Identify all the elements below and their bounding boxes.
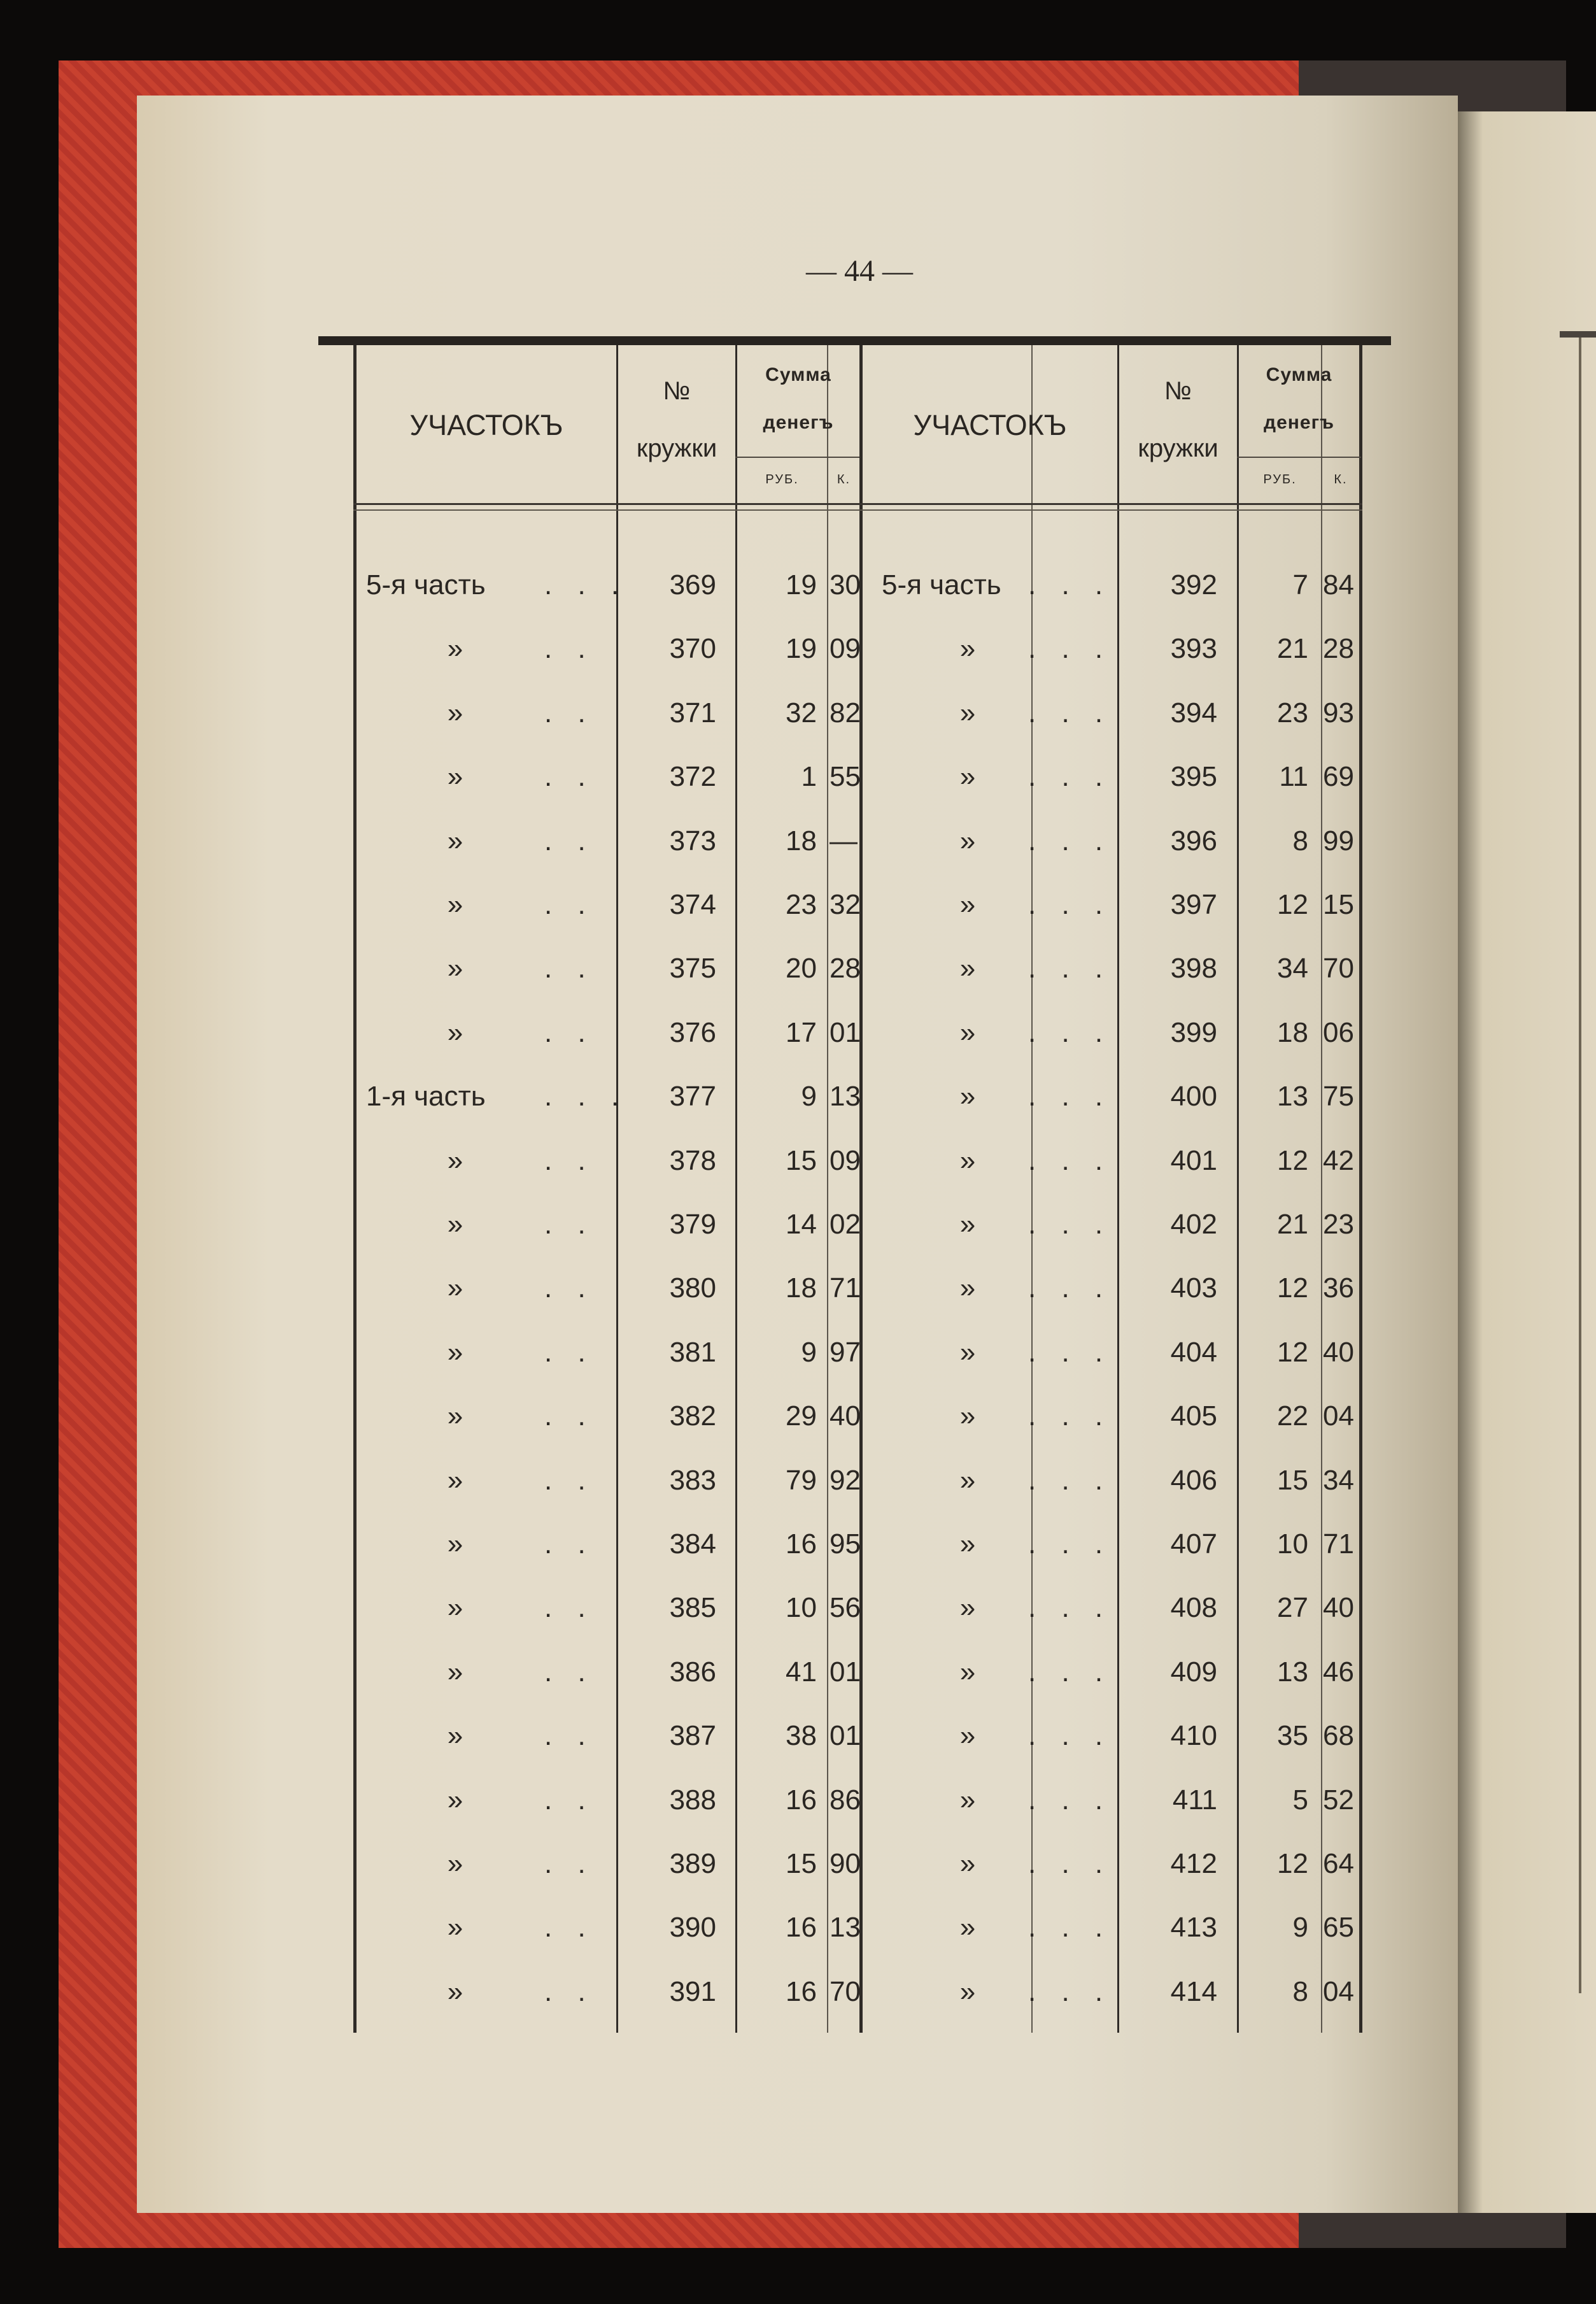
box-number: 399 (1170, 1017, 1217, 1048)
leader-dots: . . (544, 697, 595, 729)
ditto-mark: » (959, 761, 976, 792)
box-number: 405 (1170, 1400, 1217, 1432)
amount-kopecks: 64 (1323, 1848, 1354, 1879)
leader-dots: . . . (1028, 761, 1112, 792)
amount-rubles: 12 (1277, 1848, 1308, 1879)
amount-rubles: 17 (786, 1017, 817, 1048)
box-number: 371 (669, 697, 716, 729)
ditto-mark: » (959, 1145, 976, 1176)
box-number: 391 (669, 1976, 716, 2007)
box-number: 382 (669, 1400, 716, 1432)
header-sum-line1-right: Сумма (1266, 364, 1332, 385)
amount-rubles: 10 (786, 1592, 817, 1623)
amount-kopecks: 01 (830, 1017, 861, 1048)
sum-subheader-rule (735, 457, 859, 458)
box-number: 414 (1170, 1976, 1217, 2007)
amount-rubles: 9 (801, 1337, 817, 1368)
amount-kopecks: 69 (1323, 761, 1354, 792)
box-number: 408 (1170, 1592, 1217, 1623)
amount-rubles: 79 (786, 1465, 817, 1496)
box-number: 373 (669, 825, 716, 857)
header-sum-line2-right: денегъ (1264, 412, 1334, 433)
box-number: 400 (1170, 1081, 1217, 1112)
box-number: 409 (1170, 1656, 1217, 1688)
table-right-border (1359, 345, 1362, 2033)
leader-dots: . . . (1028, 1656, 1112, 1688)
amount-rubles: 5 (1292, 1784, 1308, 1816)
ditto-mark: » (959, 953, 976, 984)
amount-kopecks: 93 (1323, 697, 1354, 729)
leader-dots: . . . (544, 1081, 628, 1112)
ditto-mark: » (447, 1337, 463, 1368)
box-number: 372 (669, 761, 716, 792)
amount-kopecks: 65 (1323, 1912, 1354, 1943)
amount-rubles: 32 (786, 697, 817, 729)
amount-rubles: 18 (786, 825, 817, 857)
amount-kopecks: 09 (830, 1145, 861, 1176)
col-divider (827, 345, 828, 2033)
amount-rubles: 18 (1277, 1017, 1308, 1048)
district-name: 5-я часть (366, 569, 486, 601)
amount-kopecks: 71 (1323, 1528, 1354, 1560)
leader-dots: . . (544, 1912, 595, 1943)
box-number: 406 (1170, 1465, 1217, 1496)
box-number: 410 (1170, 1720, 1217, 1751)
leader-dots: . . . (1028, 1400, 1112, 1432)
amount-kopecks: 40 (1323, 1337, 1354, 1368)
leader-dots: . . (544, 1976, 595, 2007)
ditto-mark: » (959, 1720, 976, 1751)
box-number: 387 (669, 1720, 716, 1751)
amount-kopecks: 13 (830, 1912, 861, 1943)
amount-kopecks: 71 (830, 1272, 861, 1304)
amount-rubles: 12 (1277, 1337, 1308, 1368)
leader-dots: . . (544, 1337, 595, 1368)
leader-dots: . . . (1028, 1720, 1112, 1751)
ditto-mark: » (447, 1720, 463, 1751)
box-number: 390 (669, 1912, 716, 1943)
amount-rubles: 21 (1277, 1209, 1308, 1240)
col-divider (1321, 345, 1322, 2033)
leader-dots: . . (544, 761, 595, 792)
ditto-mark: » (959, 1209, 976, 1240)
amount-rubles: 22 (1277, 1400, 1308, 1432)
leader-dots: . . (544, 1528, 595, 1560)
amount-kopecks: 06 (1323, 1017, 1354, 1048)
amount-kopecks: 02 (830, 1209, 861, 1240)
ditto-mark: » (959, 825, 976, 857)
amount-rubles: 13 (1277, 1656, 1308, 1688)
amount-rubles: 1 (801, 761, 817, 792)
leader-dots: . . (544, 889, 595, 920)
ditto-mark: » (447, 1400, 463, 1432)
leader-dots: . . (544, 1145, 595, 1176)
box-number: 404 (1170, 1337, 1217, 1368)
amount-rubles: 16 (786, 1528, 817, 1560)
amount-kopecks: 01 (830, 1656, 861, 1688)
ditto-mark: » (447, 1465, 463, 1496)
leader-dots: . . . (1028, 1081, 1112, 1112)
amount-rubles: 15 (1277, 1465, 1308, 1496)
box-number: 396 (1170, 825, 1217, 857)
amount-rubles: 16 (786, 1912, 817, 1943)
amount-rubles: 10 (1277, 1528, 1308, 1560)
ditto-mark: » (959, 1848, 976, 1879)
leader-dots: . . . (1028, 697, 1112, 729)
amount-kopecks: 75 (1323, 1081, 1354, 1112)
ditto-mark: » (447, 953, 463, 984)
header-box-word-left: кружки (636, 434, 717, 462)
box-number: 413 (1170, 1912, 1217, 1943)
amount-kopecks: 09 (830, 633, 861, 664)
amount-kopecks: 82 (830, 697, 861, 729)
leader-dots: . . . (1028, 953, 1112, 984)
box-number: 375 (669, 953, 716, 984)
leader-dots: . . . (1028, 1272, 1112, 1304)
ditto-mark: » (447, 761, 463, 792)
amount-rubles: 19 (786, 569, 817, 601)
ditto-mark: » (959, 697, 976, 729)
ditto-mark: » (447, 889, 463, 920)
amount-kopecks: 01 (830, 1720, 861, 1751)
amount-kopecks: 68 (1323, 1720, 1354, 1751)
amount-kopecks: 70 (830, 1976, 861, 2007)
amount-rubles: 12 (1277, 889, 1308, 920)
leader-dots: . . . (1028, 889, 1112, 920)
sum-subheader-rule (1237, 457, 1361, 458)
amount-kopecks: 30 (830, 569, 861, 601)
box-number: 384 (669, 1528, 716, 1560)
leader-dots: . . (544, 1017, 595, 1048)
amount-kopecks: 40 (1323, 1592, 1354, 1623)
header-box-sign-left: № (663, 377, 691, 405)
header-bottom-rule-2 (353, 509, 1362, 511)
header-sum-line1-left: Сумма (765, 364, 831, 385)
box-number: 370 (669, 633, 716, 664)
leader-dots: . . . (1028, 1209, 1112, 1240)
amount-rubles: 19 (786, 633, 817, 664)
amount-kopecks: 36 (1323, 1272, 1354, 1304)
leader-dots: . . . (1028, 633, 1112, 664)
box-number: 402 (1170, 1209, 1217, 1240)
amount-kopecks: 84 (1323, 569, 1354, 601)
ditto-mark: » (959, 1272, 976, 1304)
page-number: — 44 — (806, 254, 913, 288)
box-number: 377 (669, 1081, 716, 1112)
amount-rubles: 7 (1292, 569, 1308, 601)
leader-dots: . . (544, 1784, 595, 1816)
amount-kopecks: 28 (830, 953, 861, 984)
box-number: 411 (1172, 1784, 1217, 1816)
ditto-mark: » (447, 633, 463, 664)
ditto-mark: » (959, 1337, 976, 1368)
ditto-mark: » (959, 1017, 976, 1048)
ditto-mark: » (447, 697, 463, 729)
district-name: 5-я часть (882, 569, 1001, 601)
facing-page-edge (1458, 111, 1596, 2213)
ditto-mark: » (959, 1592, 976, 1623)
amount-rubles: 23 (786, 889, 817, 920)
leader-dots: . . (544, 1592, 595, 1623)
amount-kopecks: 70 (1323, 953, 1354, 984)
amount-rubles: 9 (801, 1081, 817, 1112)
ditto-mark: » (959, 1976, 976, 2007)
box-number: 388 (669, 1784, 716, 1816)
box-number: 412 (1170, 1848, 1217, 1879)
header-district-left: УЧАСТОКЪ (409, 409, 563, 441)
leader-dots: . . . (544, 569, 628, 601)
ditto-mark: » (959, 633, 976, 664)
amount-kopecks: 15 (1323, 889, 1354, 920)
box-number: 389 (669, 1848, 716, 1879)
header-rub-left: РУБ. (765, 473, 799, 487)
box-number: 379 (669, 1209, 716, 1240)
amount-rubles: 27 (1277, 1592, 1308, 1623)
header-bottom-rule (353, 503, 1362, 505)
box-number: 403 (1170, 1272, 1217, 1304)
amount-kopecks: 99 (1323, 825, 1354, 857)
leader-dots: . . (544, 1465, 595, 1496)
amount-rubles: 14 (786, 1209, 817, 1240)
leader-dots: . . (544, 633, 595, 664)
leader-dots: . . (544, 1720, 595, 1751)
amount-kopecks: 04 (1323, 1976, 1354, 2007)
box-number: 385 (669, 1592, 716, 1623)
box-number: 378 (669, 1145, 716, 1176)
header-kop-right: К. (1334, 473, 1348, 487)
box-number: 394 (1170, 697, 1217, 729)
amount-kopecks: 92 (830, 1465, 861, 1496)
facing-page-vline (1579, 338, 1581, 1993)
box-number: 374 (669, 889, 716, 920)
amount-rubles: 11 (1279, 761, 1308, 792)
amount-kopecks: 55 (830, 761, 861, 792)
leader-dots: . . (544, 1209, 595, 1240)
box-number: 397 (1170, 889, 1217, 920)
header-rub-right: РУБ. (1263, 473, 1297, 487)
leader-dots: . . . (1028, 1145, 1112, 1176)
ditto-mark: » (447, 1272, 463, 1304)
amount-rubles: 12 (1277, 1272, 1308, 1304)
amount-kopecks: 23 (1323, 1209, 1354, 1240)
leader-dots: . . (544, 825, 595, 857)
amount-rubles: 8 (1292, 825, 1308, 857)
ditto-mark: » (447, 1017, 463, 1048)
leader-dots: . . . (1028, 1912, 1112, 1943)
ditto-mark: » (447, 1145, 463, 1176)
amount-rubles: 21 (1277, 633, 1308, 664)
amount-kopecks: 42 (1323, 1145, 1354, 1176)
amount-rubles: 35 (1277, 1720, 1308, 1751)
leader-dots: . . . (1028, 1017, 1112, 1048)
box-number: 380 (669, 1272, 716, 1304)
collection-box-table (353, 345, 1362, 2033)
box-number: 383 (669, 1465, 716, 1496)
ditto-mark: » (447, 1592, 463, 1623)
leader-dots: . . . (1028, 1976, 1112, 2007)
amount-kopecks: — (830, 825, 858, 857)
leader-dots: . . . (1028, 1528, 1112, 1560)
leader-dots: . . . (1028, 1465, 1112, 1496)
amount-kopecks: 86 (830, 1784, 861, 1816)
amount-kopecks: 34 (1323, 1465, 1354, 1496)
leader-dots: . . (544, 1656, 595, 1688)
ditto-mark: » (959, 889, 976, 920)
amount-kopecks: 97 (830, 1337, 861, 1368)
ditto-mark: » (447, 1528, 463, 1560)
amount-rubles: 15 (786, 1848, 817, 1879)
ditto-mark: » (447, 1209, 463, 1240)
table-top-rule (318, 336, 1391, 345)
leader-dots: . . (544, 1848, 595, 1879)
leader-dots: . . . (1028, 1337, 1112, 1368)
ditto-mark: » (959, 1465, 976, 1496)
amount-kopecks: 28 (1323, 633, 1354, 664)
amount-kopecks: 40 (830, 1400, 861, 1432)
box-number: 386 (669, 1656, 716, 1688)
amount-kopecks: 46 (1323, 1656, 1354, 1688)
leader-dots: . . (544, 1400, 595, 1432)
leader-dots: . . (544, 953, 595, 984)
amount-kopecks: 90 (830, 1848, 861, 1879)
ditto-mark: » (447, 825, 463, 857)
ditto-mark: » (447, 1912, 463, 1943)
amount-rubles: 15 (786, 1145, 817, 1176)
header-box-sign-right: № (1164, 377, 1192, 405)
box-number: 369 (669, 569, 716, 601)
header-district-right: УЧАСТОКЪ (913, 409, 1067, 441)
leader-dots: . . . (1028, 1784, 1112, 1816)
amount-rubles: 41 (786, 1656, 817, 1688)
amount-rubles: 16 (786, 1976, 817, 2007)
leader-dots: . . . (1028, 1592, 1112, 1623)
amount-rubles: 9 (1292, 1912, 1308, 1943)
leader-dots: . . . (1028, 1848, 1112, 1879)
ditto-mark: » (447, 1976, 463, 2007)
box-number: 392 (1170, 569, 1217, 601)
amount-rubles: 38 (786, 1720, 817, 1751)
ditto-mark: » (959, 1528, 976, 1560)
header-kop-left: К. (837, 473, 851, 487)
amount-rubles: 13 (1277, 1081, 1308, 1112)
amount-kopecks: 95 (830, 1528, 861, 1560)
leader-dots: . . . (1028, 569, 1112, 601)
header-sum-line2-left: денегъ (763, 412, 834, 433)
box-number: 381 (669, 1337, 716, 1368)
ditto-mark: » (959, 1656, 976, 1688)
ditto-mark: » (447, 1784, 463, 1816)
ditto-mark: » (959, 1081, 976, 1112)
table-left-border (353, 345, 357, 2033)
leader-dots: . . (544, 1272, 595, 1304)
amount-rubles: 18 (786, 1272, 817, 1304)
ditto-mark: » (447, 1848, 463, 1879)
ditto-mark: » (959, 1912, 976, 1943)
amount-kopecks: 04 (1323, 1400, 1354, 1432)
district-name: 1-я часть (366, 1081, 486, 1112)
box-number: 395 (1170, 761, 1217, 792)
ditto-mark: » (959, 1784, 976, 1816)
amount-kopecks: 32 (830, 889, 861, 920)
header-box-word-right: кружки (1138, 434, 1218, 462)
leader-dots: . . . (1028, 825, 1112, 857)
ditto-mark: » (447, 1656, 463, 1688)
amount-rubles: 8 (1292, 1976, 1308, 2007)
amount-rubles: 23 (1277, 697, 1308, 729)
ditto-mark: » (959, 1400, 976, 1432)
box-number: 398 (1170, 953, 1217, 984)
amount-rubles: 29 (786, 1400, 817, 1432)
amount-kopecks: 52 (1323, 1784, 1354, 1816)
amount-rubles: 12 (1277, 1145, 1308, 1176)
box-number: 401 (1170, 1145, 1217, 1176)
amount-kopecks: 56 (830, 1592, 861, 1623)
amount-rubles: 20 (786, 953, 817, 984)
amount-rubles: 16 (786, 1784, 817, 1816)
box-number: 376 (669, 1017, 716, 1048)
box-number: 407 (1170, 1528, 1217, 1560)
amount-kopecks: 13 (830, 1081, 861, 1112)
facing-page-rule (1560, 331, 1596, 338)
amount-rubles: 34 (1277, 953, 1308, 984)
box-number: 393 (1170, 633, 1217, 664)
